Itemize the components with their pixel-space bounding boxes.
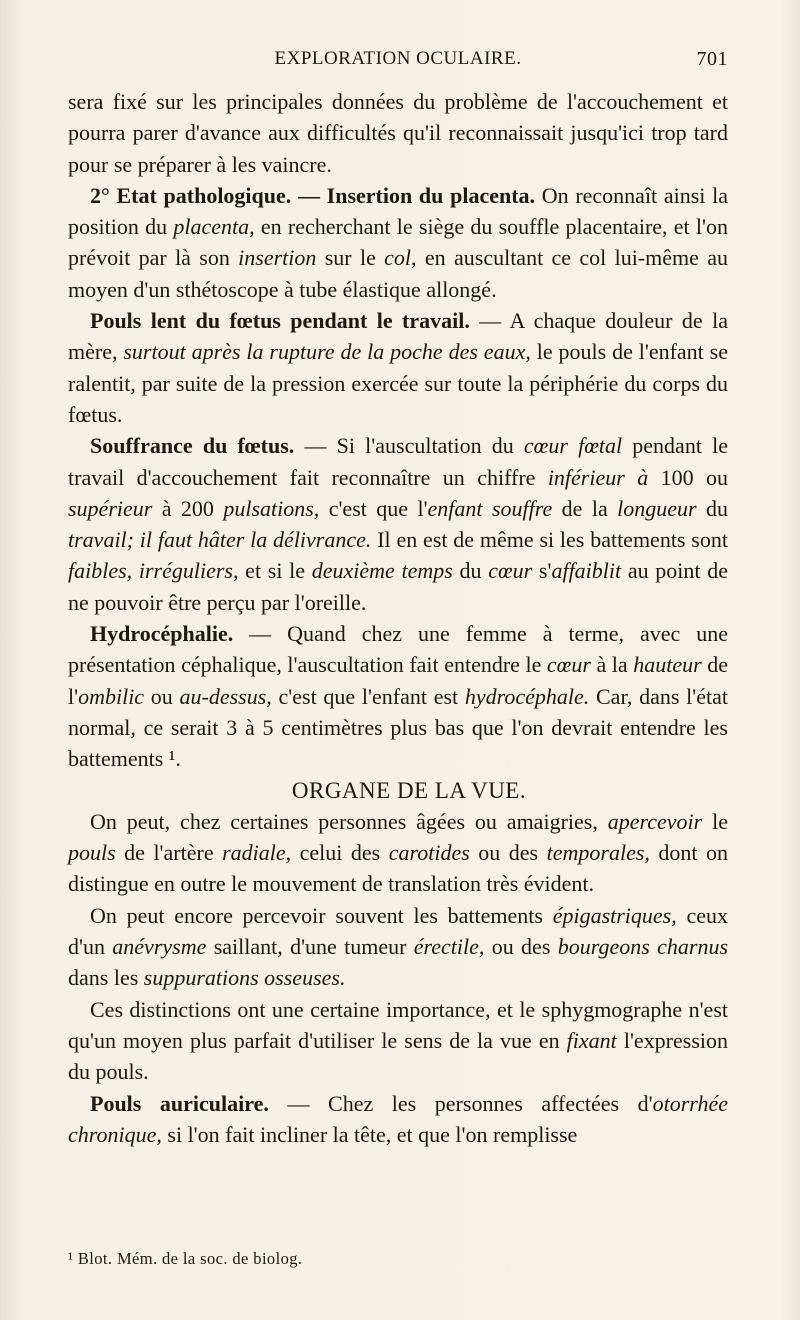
paragraph-battements (68, 900, 728, 994)
text-run: celui des (291, 840, 389, 866)
text-run: s' (532, 558, 552, 584)
italic-run: faibles, irréguliers, (68, 558, 239, 584)
italic-run: cœur (488, 558, 533, 584)
text-run: en recherchant le siège du souffle placentaire, et l'on prévoit par là son (68, 214, 728, 271)
italic-run: enfant souffre (427, 495, 553, 521)
italic-run: deuxième temps (311, 558, 453, 584)
text-run: le pouls de l'enfant se ralentit, par suite de la pression exercée sur toute la périphérie du corps du fœtus. (68, 339, 729, 427)
italic-run: épigastriques, (552, 902, 677, 928)
italic-run: supérieur (68, 495, 153, 521)
text-run: si l'on fait incliner la tête, et que l'on remplisse (161, 1121, 578, 1147)
text-run: à 200 (152, 495, 224, 521)
text-run: On peut, chez certaines personnes âgées ou amaigries, (90, 808, 608, 834)
text-run: Ces distinctions ont une certaine importance, et le sphygmographe n'est qu'un moyen plus parfait d'utiliser le sens de la vue en (68, 996, 728, 1053)
italic-run: bourgeons charnus (557, 934, 729, 960)
text-run: dans les (68, 965, 144, 991)
running-title: EXPLORATION OCULAIRE. (274, 48, 522, 69)
text-run: dont on distingue en outre le mouvement de translation très évident. (68, 840, 728, 897)
italic-run: surtout après la rupture de la poche des eaux, (123, 339, 531, 365)
italic-run: affaiblit (551, 558, 622, 584)
paragraph-souffrance (68, 430, 728, 618)
paragraph-heading: 2° Etat pathologique. — Insertion du placenta. (90, 182, 536, 208)
text-run: ou des (469, 840, 547, 866)
italic-run: fixant (566, 1027, 617, 1053)
paragraph-pouls-auriculaire (68, 1088, 728, 1151)
paragraph-hydrocephalie (68, 618, 728, 774)
text-run: ou (144, 683, 180, 709)
italic-run: suppurations osseuses. (143, 965, 346, 991)
italic-run: hydrocéphale. (464, 683, 590, 709)
italic-run: pulsations, (223, 495, 320, 521)
text-run: du (696, 495, 728, 521)
paragraph-heading: Hydrocéphalie. (90, 621, 234, 647)
italic-run: otorrhée chronique, (68, 1090, 728, 1147)
page-body (68, 86, 728, 1150)
text-run: ou des (484, 934, 558, 960)
section-title: ORGANE DE LA VUE. (291, 777, 527, 803)
text-run: c'est que l' (319, 495, 428, 521)
italic-run: cœur (546, 652, 591, 678)
text-run: de l' (68, 652, 728, 709)
italic-run: temporales, (546, 840, 650, 866)
paragraph-heading: Souffrance du fœtus. (90, 433, 295, 459)
running-header (68, 48, 728, 72)
paragraph-pouls-visible (68, 806, 728, 900)
italic-run: au-dessus, (179, 683, 272, 709)
italic-run: anévrysme (112, 934, 207, 960)
text-run: saillant, d'une tumeur (206, 934, 414, 960)
paragraph-continuation (68, 86, 728, 180)
text-run: 100 ou (648, 464, 728, 490)
text-run: — Si l'auscultation du (294, 433, 524, 459)
text-run: ceux d'un (68, 902, 729, 960)
italic-run: ombilic (78, 683, 145, 709)
text-run: le (702, 808, 728, 834)
paragraph-sphygmographe (68, 994, 728, 1088)
italic-run: insertion (238, 245, 317, 271)
text-run: On reconnaît ainsi la position du (68, 182, 728, 240)
text-run: — Chez les personnes affectées d' (268, 1090, 653, 1116)
page-number: 701 (696, 48, 728, 70)
text-run: — A chaque douleur de la mère, (68, 308, 728, 365)
italic-run: inférieur à (547, 464, 649, 490)
italic-run: cœur fœtal (523, 433, 623, 459)
italic-run: col, (384, 245, 417, 271)
paragraph-heading: Pouls auriculaire. (90, 1090, 269, 1116)
italic-run: radiale, (222, 840, 292, 866)
italic-run: hauteur (633, 652, 702, 678)
text-run: — Quand chez une femme à terme, avec une présentation céphalique, l'auscultation fait entendre le (68, 621, 728, 678)
italic-run: travail; il faut hâter la délivrance. (68, 527, 372, 553)
italic-run: placenta, (173, 214, 255, 240)
paragraph-placenta (68, 180, 728, 305)
text-run: Il en est de même si les battements sont (371, 527, 728, 553)
text-run: en auscultant ce col lui-même au moyen d'un sthétoscope à tube élastique allongé. (68, 245, 728, 302)
footnote: ¹ Blot. Mém. de la soc. de biolog. (68, 1249, 303, 1268)
text-run: de la (552, 495, 618, 521)
paragraph-text: sera fixé sur les principales données du problème de l'accouchement et pourra parer d'avance aux difficultés qu'il reconnaissait jusqu'ici trop tard pour se préparer à les vaincre. (68, 89, 728, 177)
paragraph-pouls-lent (68, 305, 728, 430)
italic-run: pouls (68, 840, 116, 866)
paragraph-heading: Pouls lent du fœtus pendant le travail. (90, 308, 470, 334)
italic-run: carotides (388, 840, 470, 866)
text-run: Car, dans l'état normal, ce serait 3 à 5 centimètres plus bas que l'on devrait entendre les battements ¹. (68, 683, 728, 772)
italic-run: apercevoir (607, 808, 703, 834)
text-run: et si le (238, 558, 312, 584)
text-run: l'expression du pouls. (68, 1027, 728, 1085)
text-run: à la (590, 652, 634, 678)
italic-run: érectile, (413, 934, 485, 960)
text-run: au point de ne pouvoir être perçu par l'oreille. (68, 558, 728, 615)
text-run: du (452, 558, 489, 584)
text-run: c'est que l'enfant est (271, 683, 465, 709)
text-run: pendant le travail d'accouchement fait reconnaître un chiffre (68, 433, 728, 490)
text-run: de l'artère (115, 840, 223, 866)
italic-run: longueur (617, 495, 697, 521)
text-run: sur le (316, 245, 385, 271)
text-run: On peut encore percevoir souvent les battements (90, 902, 553, 928)
